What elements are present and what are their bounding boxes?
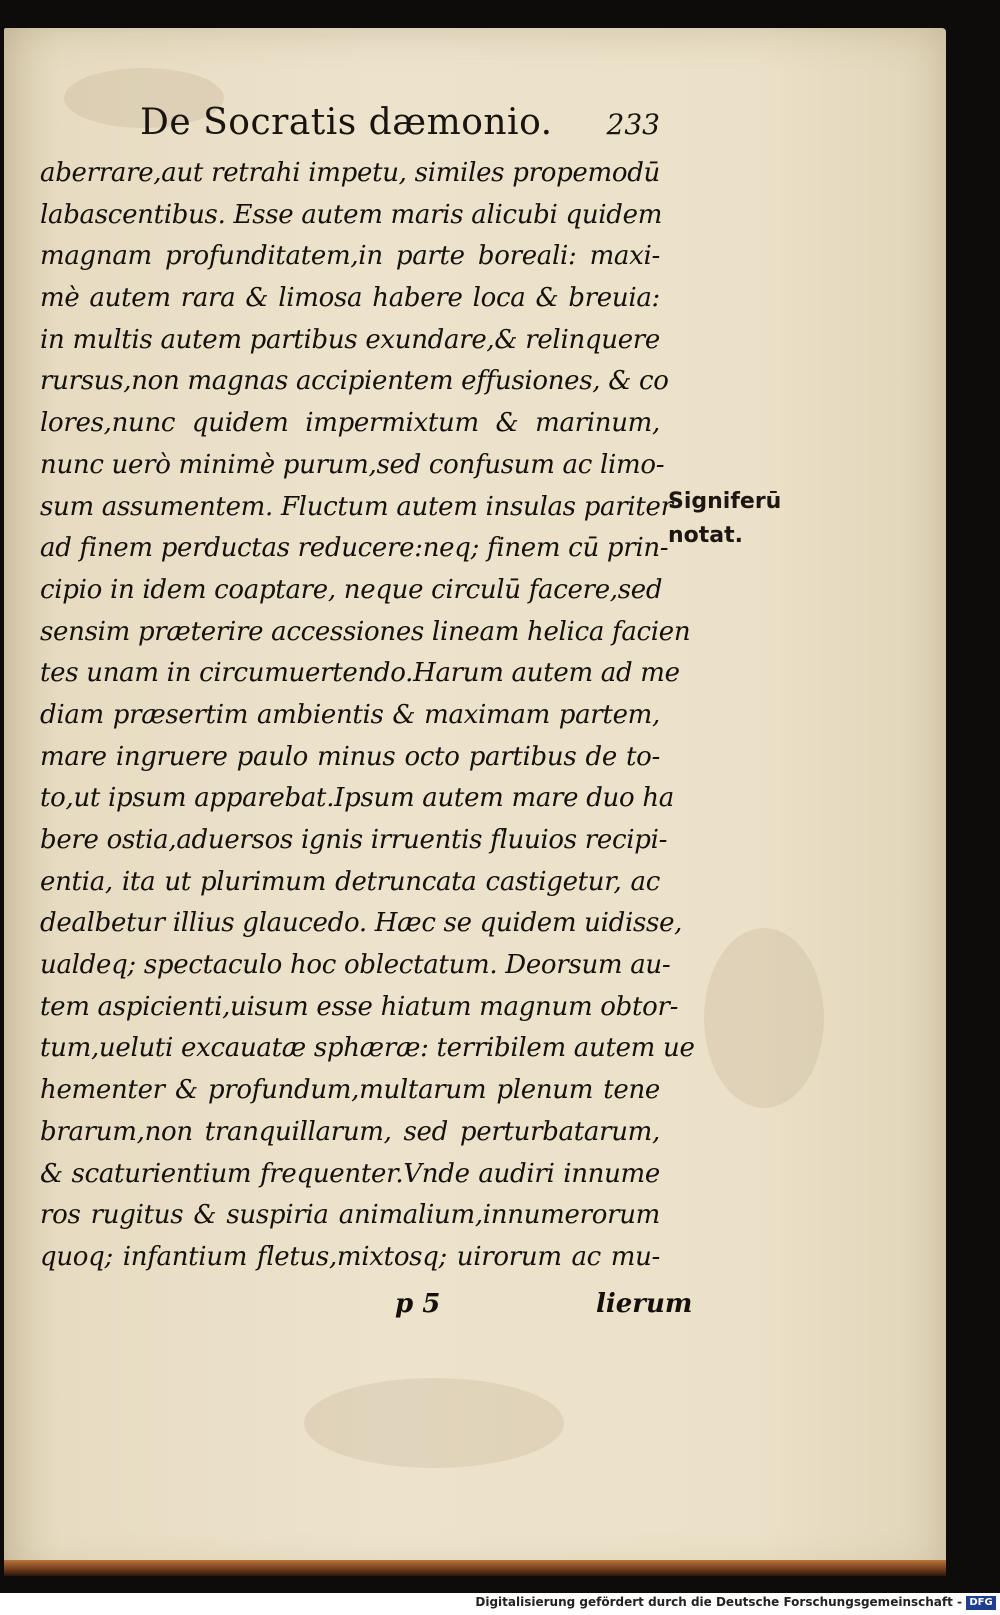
text-line: nunc uerò minimè purum,sed confusum ac limo- <box>40 449 665 480</box>
main-text-block <box>40 153 695 1279</box>
dfg-logo-icon: DFG <box>966 1596 996 1610</box>
text-line: ros rugitus & suspiria animalium,innumerorum <box>40 1200 660 1231</box>
text-line: mè autem rara & limosa habere loca & breuia: <box>40 283 660 314</box>
text-line: ad finem perductas reducere:neq; finem cū prin- <box>40 533 669 564</box>
text-line: lores,nunc quidem impermixtum & marinum, <box>40 408 660 439</box>
text-line: cipio in idem coaptare, neque circulū facere,sed <box>40 574 663 605</box>
text-line: hementer & profundum,multarum plenum tene <box>40 1075 660 1106</box>
text-line: tes unam in circumuertendo.Harum autem ad me <box>40 658 680 689</box>
page-bottom-edge <box>4 1560 946 1576</box>
catchword-line <box>40 1285 693 1325</box>
text-line: in multis autem partibus exundare,& relinquere <box>40 324 660 355</box>
paper-stain <box>304 1378 564 1468</box>
text-line: tum,ueluti excauatæ sphæræ: terribilem autem ue <box>40 1033 695 1064</box>
text-line: magnam profunditatem,in parte boreali: maxi- <box>40 241 660 272</box>
text-line: tem aspicienti,uisum esse hiatum magnum obtor- <box>40 991 679 1022</box>
paper-stain <box>704 928 824 1108</box>
text-line: diam præsertim ambientis & maximam partem, <box>40 699 660 730</box>
text-line: sum assumentem. Fluctum autem insulas pariter <box>40 491 673 522</box>
text-line: quoq; infantium fletus,mixtosq; uirorum ac mu- <box>40 1241 660 1272</box>
text-line: entia, ita ut plurimum detruncata castigetur, ac <box>40 866 660 897</box>
text-line: aberrare,aut retrahi impetu, similes propemodū <box>40 158 660 188</box>
text-line: labascentibus. Esse autem maris alicubi quidem <box>40 199 663 230</box>
digitization-footer <box>0 1593 1000 1615</box>
running-title: De Socratis dæmonio. <box>140 102 553 143</box>
signature-mark: p 5 <box>395 1289 441 1319</box>
text-line: to,ut ipsum apparebat.Ipsum autem mare duo ha <box>40 783 674 814</box>
marginal-note-line: Signiferū <box>668 489 782 514</box>
text-line: bere ostia,aduersos ignis irruentis fluuios recipi- <box>40 825 668 855</box>
text-line: mare ingruere paulo minus octo partibus de to- <box>40 741 660 772</box>
text-line: & scaturientium frequenter.Vnde audiri innume <box>40 1158 660 1189</box>
text-line: dealbetur illius glaucedo. Hæc se quidem uidisse, <box>40 908 683 939</box>
page-number: 233 <box>606 108 660 141</box>
text-line: sensim præterire accessiones lineam helica facien <box>40 616 691 647</box>
catchword: lierum <box>596 1289 693 1319</box>
page-header <box>140 102 660 150</box>
marginal-note <box>668 485 808 553</box>
funding-credit: Digitalisierung gefördert durch die Deutsche Forschungsgemeinschaft - <box>475 1595 962 1609</box>
text-line: rursus,non magnas accipientem effusiones, & co <box>40 366 669 397</box>
marginal-note-line: notat. <box>668 523 744 548</box>
text-line: ualdeq; spectaculo hoc oblectatum. Deorsum au- <box>40 950 671 981</box>
text-line: brarum,non tranquillarum, sed perturbatarum, <box>40 1116 660 1147</box>
